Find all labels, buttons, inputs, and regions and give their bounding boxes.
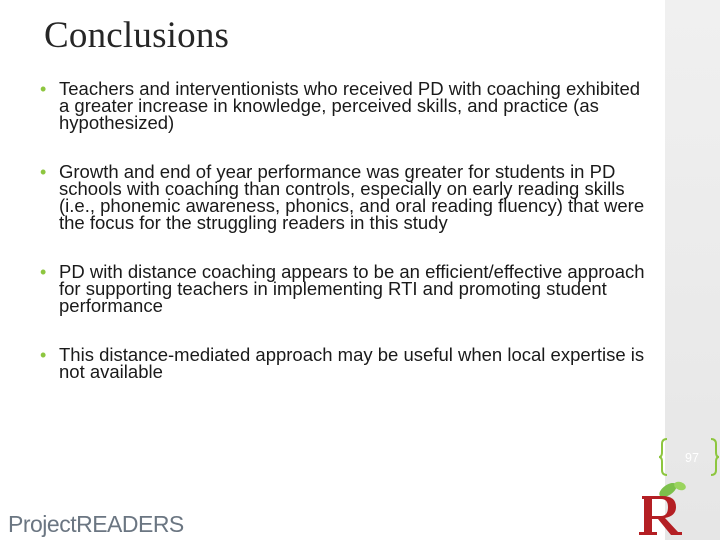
bullet-item (38, 163, 648, 231)
bullet-list (38, 80, 648, 412)
bullet-text: Growth and end of year performance was greater for students in PD schools with coaching than controls, especially on early reading skills (i.e., phonemic awareness, phonics, and oral reading fluency) that were the focus for the struggling readers in this study (59, 161, 645, 233)
r-logo-icon (634, 480, 690, 536)
bullet-icon: • (40, 345, 47, 365)
bullet-text: PD with distance coaching appears to be an efficient/effective approach for supporting teachers in implementing RTI and promoting student performance (59, 261, 645, 316)
bullet-item (38, 263, 648, 314)
bullet-text: This distance-mediated approach may be useful when local expertise is not available (59, 344, 645, 382)
bullet-icon: • (40, 162, 47, 182)
project-readers-logo: ProjectREADERS (8, 511, 184, 537)
bullet-icon: • (40, 79, 47, 99)
page-number: 97 (685, 451, 699, 465)
slide-title: Conclusions (44, 15, 230, 56)
bullet-text: Teachers and interventionists who received PD with coaching exhibited a greater increase in knowledge, perceived skills, and practice (as hypothesized) (59, 78, 641, 133)
bullet-icon: • (40, 262, 47, 282)
bullet-item (38, 346, 648, 380)
bullet-item (38, 80, 648, 131)
